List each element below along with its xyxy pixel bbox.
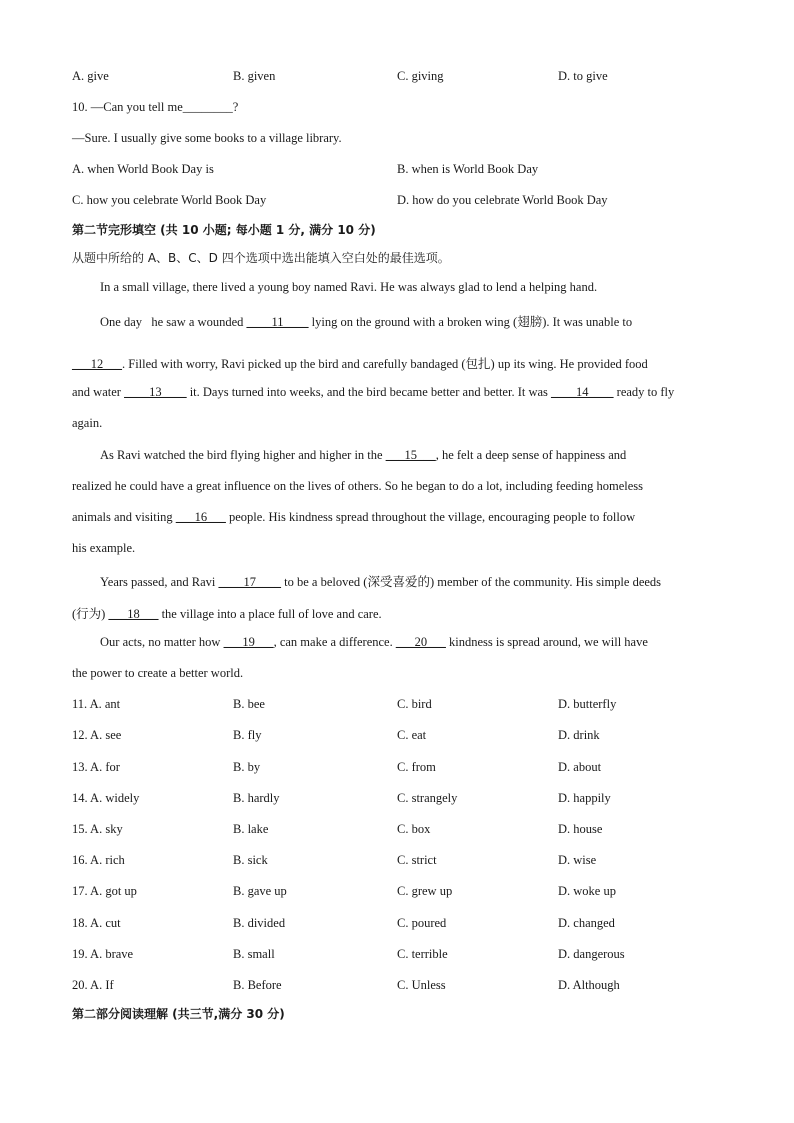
option: D. about [558,760,602,774]
blank-16: ___16___ [175,510,226,524]
section-instruction: 从题中所给的 A、B、C、D 四个选项中选出能填入空白处的最佳选项。 [72,251,450,265]
passage-line: As Ravi watched the bird flying higher and higher in the ___15___, he felt a deep sense of happiness and [100,448,627,462]
option: C. from [397,760,436,774]
option: 18. A. cut [72,916,121,930]
passage-line: ___12___. Filled with worry, Ravi picked up the bird and carefully bandaged (包扎) up its wing. He provided food [72,357,648,371]
option: B. gave up [233,884,287,898]
option: D. woke up [558,884,616,898]
option: B. small [233,947,275,961]
passage-line: again. [72,416,103,430]
passage-line: his example. [72,541,136,555]
passage-line: (行为) ___18___ the village into a place full of love and care. [72,607,382,621]
option: 12. A. see [72,728,122,742]
option: C. strict [397,853,437,867]
option: B. given [233,69,276,83]
cloze-options-row [72,822,732,842]
passage-line: Our acts, no matter how ___19___, can make a difference. ___20___ kindness is spread around, we will have [100,635,648,649]
option: D. changed [558,916,615,930]
option: 16. A. rich [72,853,125,867]
cloze-options-row [72,728,732,748]
blank-17: ____17____ [218,575,282,589]
option: D. drink [558,728,600,742]
option: B. by [233,760,261,774]
blank-12: ___12___ [72,357,122,371]
blank-14: ____14____ [551,385,614,399]
cloze-options-row [72,947,732,967]
option: A. give [72,69,109,83]
option: B. fly [233,728,262,742]
option: 13. A. for [72,760,120,774]
option: C. eat [397,728,427,742]
blank-18: ___18___ [108,607,159,621]
option: D. Although [558,978,620,992]
option: D. wise [558,853,597,867]
cloze-options-row [72,853,732,873]
passage-line: Years passed, and Ravi ____17____ to be a beloved (深受喜爱的) member of the community. His simple deeds [100,575,662,589]
cloze-options-row [72,697,732,717]
option: 14. A. widely [72,791,140,805]
option: 19. A. brave [72,947,134,961]
cloze-options-row [72,916,732,936]
passage-line: One day he saw a wounded ____11____ lying on the ground with a broken wing (翅膀). It was unable to [100,315,633,329]
blank-15: ___15___ [385,448,436,462]
cloze-options-row [72,760,732,780]
option: C. strangely [397,791,458,805]
option: C. how you celebrate World Book Day [72,193,267,207]
option: C. poured [397,916,447,930]
option: C. grew up [397,884,453,898]
q10-options-row2 [72,193,732,213]
blank-19: ___19___ [223,635,274,649]
option: D. how do you celebrate World Book Day [397,193,608,207]
q10-options-row1 [72,162,732,182]
q10-question: 10. —Can you tell me________? [72,100,239,114]
option: D. house [558,822,603,836]
option: B. sick [233,853,268,867]
passage-line: animals and visiting ___16___ people. His kindness spread throughout the village, encouraging people to follow [72,510,636,524]
passage-line: realized he could have a great influence on the lives of others. So he began to do a lot, including feeding homeless [72,479,643,493]
option: B. hardly [233,791,280,805]
option: D. happily [558,791,611,805]
cloze-options-row [72,884,732,904]
section-title: 第二节完形填空 (共 10 小题; 每小题 1 分, 满分 10 分) [72,223,376,237]
cloze-options-row [72,978,732,998]
q10-reply: —Sure. I usually give some books to a village library. [72,131,342,145]
blank-20: ___20___ [395,635,446,649]
blank-11: ____11____ [246,315,309,329]
blank-13: ____13____ [124,385,187,399]
option: B. lake [233,822,269,836]
option: 20. A. If [72,978,114,992]
q9-options [72,69,732,89]
part2-title: 第二部分阅读理解 (共三节,满分 30 分) [72,1007,285,1021]
passage-line: In a small village, there lived a young boy named Ravi. He was always glad to lend a helping hand. [100,280,598,294]
option: D. to give [558,69,608,83]
option: 15. A. sky [72,822,123,836]
option: B. when is World Book Day [397,162,539,176]
option: B. divided [233,916,286,930]
option: C. box [397,822,431,836]
option: C. giving [397,69,444,83]
option: D. butterfly [558,697,617,711]
option: C. Unless [397,978,446,992]
option: 17. A. got up [72,884,137,898]
option: D. dangerous [558,947,625,961]
passage-line: and water ____13____ it. Days turned into weeks, and the bird became better and better. It was ____14____ ready to fly [72,385,675,399]
option: C. bird [397,697,432,711]
option: 11. A. ant [72,697,121,711]
option: C. terrible [397,947,448,961]
cloze-options-row [72,791,732,811]
option: B. bee [233,697,265,711]
option: B. Before [233,978,282,992]
option: A. when World Book Day is [72,162,214,176]
passage-line: the power to create a better world. [72,666,244,680]
